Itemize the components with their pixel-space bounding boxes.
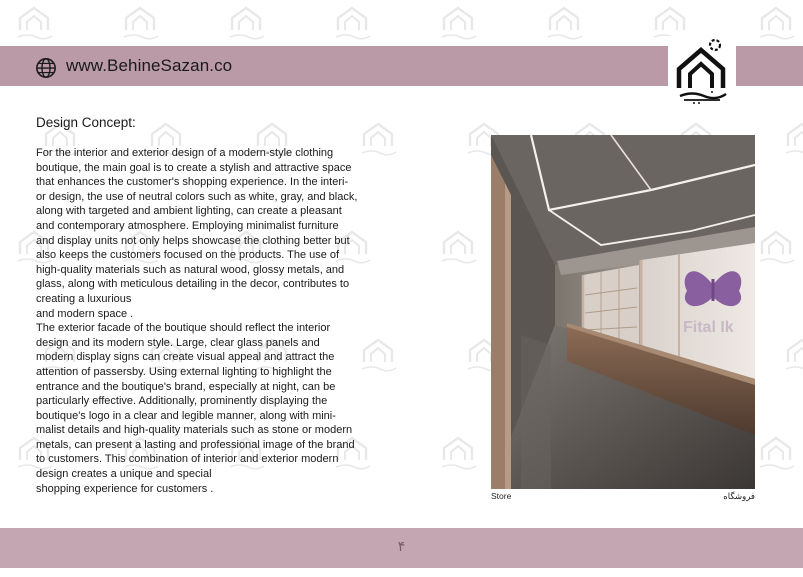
- globe-icon: [35, 57, 57, 79]
- body-line: glass, along with meticulous detailing in the decor, contributes to: [36, 278, 350, 291]
- body-line: or design, the use of neutral colors such as white, gray, and black,: [36, 190, 358, 203]
- body-line: attention of passersby. Using external lighting to highlight the: [36, 365, 332, 378]
- house-watermark-icon: [118, 4, 162, 44]
- body-line: and display units not only helps showcase the clothing better but: [36, 234, 350, 247]
- body-line: boutique's logo in a clear and legible manner, along with mini-: [36, 409, 336, 422]
- house-watermark-icon: [754, 434, 798, 474]
- body-line: that enhances the customer's shopping experience. In the interi-: [36, 176, 349, 189]
- body-line: metals, can present a lasting and professional image of the brand: [36, 438, 355, 451]
- house-watermark-icon: [224, 4, 268, 44]
- body-line: malist details and high-quality materials such as stone or modern: [36, 424, 353, 437]
- house-watermark-icon: [330, 4, 374, 44]
- body-line: also keeps the customers focused on the products. The use of: [36, 249, 340, 262]
- body-line: creating a luxurious: [36, 292, 132, 305]
- house-watermark-icon: [436, 228, 480, 268]
- body-line: along with targeted and ambient lighting, can create a pleasant: [36, 205, 342, 218]
- section-heading: Design Concept:: [36, 115, 136, 130]
- body-line: and modern space .: [36, 307, 134, 320]
- website-url[interactable]: www.BehineSazan.co: [66, 56, 233, 75]
- house-watermark-icon: [780, 120, 803, 160]
- body-line: and contemporary atmosphere. Employing minimalist furniture: [36, 219, 339, 232]
- image-caption-fa: فروشگاه: [723, 491, 755, 501]
- house-watermark-icon: [754, 228, 798, 268]
- store-sign-text: Fital Ik: [683, 319, 734, 336]
- house-watermark-icon: [542, 4, 586, 44]
- body-line: shopping experience for customers .: [36, 482, 214, 495]
- house-watermark-icon: [436, 434, 480, 474]
- body-line: boutique, the main goal is to create a stylish and attractive space: [36, 161, 352, 174]
- house-watermark-icon: [780, 336, 803, 376]
- body-line: entrance and the boutique's brand, especially at night, can be: [36, 380, 336, 393]
- body-line: to customers. This combination of interior and exterior modern: [36, 453, 339, 466]
- body-line: The exterior facade of the boutique should reflect the interior: [36, 322, 331, 335]
- house-watermark-icon: [754, 4, 798, 44]
- body-line: high-quality materials such as natural wood, glossy metals, and: [36, 263, 345, 276]
- page-number: ۴: [397, 538, 406, 554]
- house-watermark-icon: [12, 4, 56, 44]
- image-caption-en: Store: [491, 491, 512, 501]
- header-band-accent: [736, 46, 803, 86]
- body-line: modern display signs can create visual appeal and attract the: [36, 351, 335, 364]
- body-line: particularly effective. Additionally, prominently displaying the: [36, 395, 328, 408]
- body-line: design and its modern style. Large, clear glass panels and: [36, 336, 320, 349]
- house-logo-icon: [668, 36, 734, 110]
- body-line: For the interior and exterior design of a modern-style clothing: [36, 147, 334, 159]
- body-line: design creates a unique and special: [36, 468, 212, 481]
- store-render-image: [491, 135, 755, 489]
- house-watermark-icon: [436, 4, 480, 44]
- body-paragraph: [36, 146, 372, 496]
- company-logo: [668, 36, 734, 110]
